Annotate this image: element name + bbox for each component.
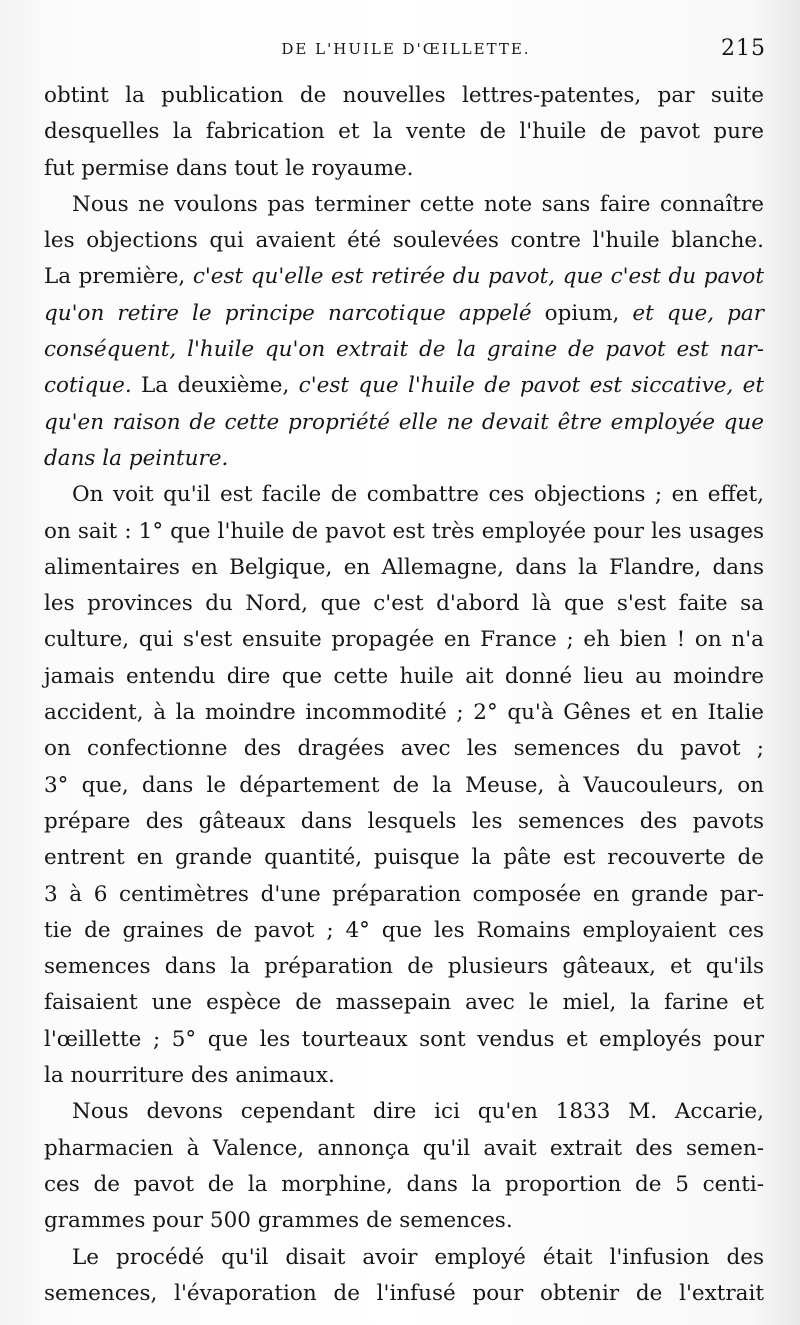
text-line: la nourriture des animaux.	[44, 1063, 335, 1089]
italic-quote: et que, par	[632, 300, 764, 326]
text-line	[44, 368, 764, 404]
paragraph-start-line: Le procédé qu'il disait avoir employé était l'infusion des	[72, 1244, 764, 1270]
text-line: obtint la publication de nouvelles lettres-patentes, par suite	[44, 83, 764, 108]
italic-quote: qu'en raison de cette propriété elle ne devait être employée que	[44, 409, 764, 435]
text-line: culture, qui s'est ensuite propagée en France ; eh bien ! on n'a	[44, 627, 764, 653]
text-line: 3° que, dans le département de la Meuse, à Vaucouleurs, on	[44, 772, 764, 798]
text-line: tie de graines de pavot ; 4° que les Romains employaient ces	[44, 917, 764, 943]
text-segment: opium,	[531, 300, 633, 326]
body-text	[44, 78, 764, 1312]
text-line: prépare des gâteaux dans lesquels les semences des pavots	[44, 808, 764, 834]
text-line	[44, 405, 764, 441]
text-line: pharmacien à Valence, annonça qu'il avait extrait des semen-	[44, 1135, 764, 1161]
text-line: accident, à la moindre incommodité ; 2° qu'à Gênes et en Italie	[44, 700, 764, 726]
text-line: faisaient une espèce de massepain avec le miel, la farine et	[44, 990, 764, 1016]
paragraph-start-line: Nous ne voulons pas terminer cette note sans faire connaître	[72, 191, 764, 217]
text-line: desquelles la fabrication et la vente de l'huile de pavot pure	[44, 119, 764, 145]
italic-quote: cotique.	[44, 373, 132, 399]
text-line: alimentaires en Belgique, en Allemagne, dans la Flandre, dans	[44, 554, 764, 580]
text-line: jamais entendu dire que cette huile ait donné lieu au moindre	[44, 663, 764, 689]
text-line: on sait : 1° que l'huile de pavot est très employée pour les usages	[44, 518, 764, 544]
text-line	[44, 259, 764, 295]
page-header	[40, 36, 772, 66]
text-line: grammes pour 500 grammes de semences.	[44, 1208, 513, 1234]
text-segment: La première,	[44, 264, 193, 290]
paragraph-start-line: On voit qu'il est facile de combattre ces objections ; en effet,	[72, 482, 764, 508]
text-line	[44, 441, 764, 477]
paragraph-start-line: Nous devons cependant dire ici qu'en 1833 M. Accarie,	[72, 1099, 764, 1125]
text-segment: La deuxième,	[131, 373, 299, 399]
italic-quote: qu'on retire le principe narcotique appelé	[44, 300, 532, 326]
text-line: 3 à 6 centimètres d'une préparation composée en grande par-	[44, 881, 764, 907]
text-line: semences dans la préparation de plusieurs gâteaux, et qu'ils	[44, 954, 764, 980]
text-line: semences, l'évaporation de l'infusé pour obtenir de l'extrait	[44, 1280, 764, 1306]
text-line: ces de pavot de la morphine, dans la proportion de 5 centi-	[44, 1171, 764, 1197]
page-number: 215	[721, 36, 766, 61]
text-line: on confectionne des dragées avec les semences du pavot ;	[44, 736, 764, 762]
italic-quote: c'est qu'elle est retirée du pavot, que c'est du pavot	[192, 264, 764, 290]
italic-quote: c'est que l'huile de pavot est siccative, et	[298, 373, 764, 399]
text-line	[44, 332, 764, 368]
text-line: l'œillette ; 5° que les tourteaux sont vendus et employés pour	[44, 1026, 764, 1052]
italic-quote: dans la peinture.	[44, 445, 229, 471]
text-line: entrent en grande quantité, puisque la pâte est recouverte de	[44, 845, 764, 871]
text-line	[44, 296, 764, 332]
text-line: les objections qui avaient été soulevées contre l'huile blanche.	[44, 228, 764, 254]
italic-quote: conséquent, l'huile qu'on extrait de la graine de pavot est nar-	[44, 337, 764, 363]
text-line: les provinces du Nord, que c'est d'abord là que s'est faite sa	[44, 591, 764, 617]
text-line: fut permise dans tout le royaume.	[44, 155, 414, 181]
running-title: DE L'HUILE D'ŒILLETTE.	[281, 40, 531, 58]
